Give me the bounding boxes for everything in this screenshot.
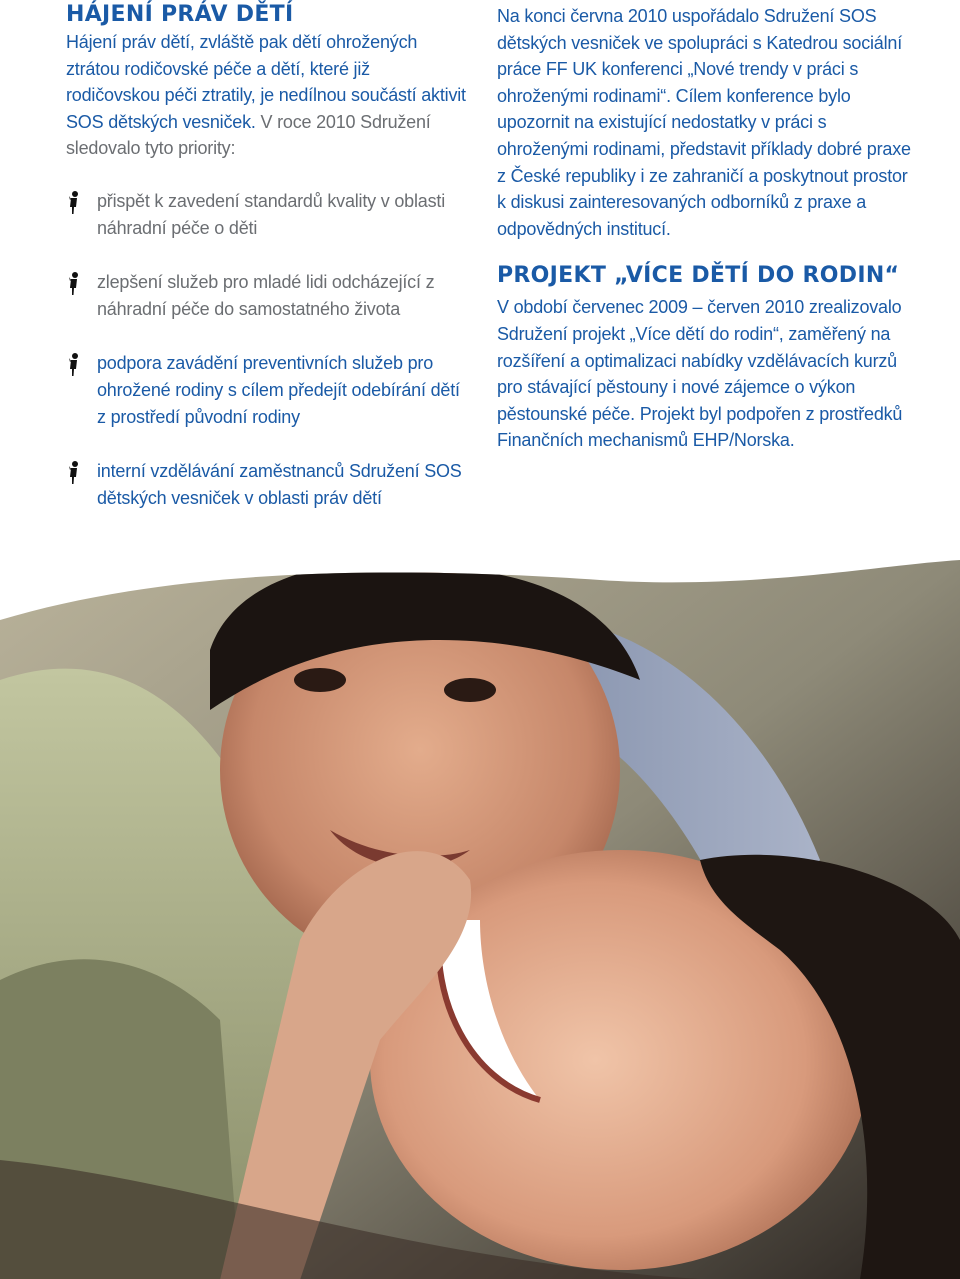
left-column [66, 0, 466, 539]
intro-paragraph [66, 29, 466, 162]
list-item [66, 188, 466, 241]
list-item [66, 458, 466, 511]
child-figure-icon [66, 271, 80, 299]
intro-text-gray: V roce 2010 Sdružení sledovalo tyto priority: [66, 111, 431, 159]
bullet-text: přispět k zavedení standardů kvality v oblasti náhradní péče o děti [97, 190, 445, 238]
bullet-text: podpora zavádění preventivních služeb pro ohrožené rodiny s cílem předejít odebírání dětí z prostředí původní rodiny [97, 353, 460, 427]
heading-child-rights: HÁJENÍ PRÁV DĚTÍ [66, 2, 294, 27]
child-figure-icon [66, 460, 80, 488]
list-item [66, 269, 466, 322]
intro-text-blue: Hájení práv dětí, zvláště pak dětí ohrožených ztrátou rodičovské péče a dětí, které již rodičovskou péči ztratily, je nedílnou součástí aktivit SOS dětských vesniček. [66, 32, 466, 132]
heading-project: PROJEKT „VÍCE DĚTÍ DO RODIN“ [497, 263, 900, 289]
right-column [497, 0, 917, 454]
project-paragraph: V období červenec 2009 – červen 2010 zrealizovalo Sdružení projekt „Více dětí do rodin“, zaměřený na rozšíření a optimalizaci nabídky vzdělávacích kurzů pro stávající pěstouny i nové zájemce o výkon pěstounské péče. Projekt byl podpořen z prostředků Finančních mechanismů EHP/Norska. [497, 297, 903, 451]
conference-paragraph: Na konci června 2010 uspořádalo Sdružení SOS dětských vesniček ve spolupráci s Katedrou sociální práce FF UK konferenci „Nové trendy v práci s ohroženými rodinami“. Cílem konference bylo upozornit na existující nedostatky v práci s ohroženými rodinami, představit příklady dobré praxe z České republiky i ze zahraničí a poskytnout prostor k diskusi zainteresovaných odborníků z praxe a odpovědných institucí. [497, 6, 911, 239]
two-smiling-boys-photo [0, 560, 960, 1279]
bullet-text: zlepšení služeb pro mladé lidi odcházející z náhradní péče do samostatného života [97, 272, 435, 319]
bullet-text: interní vzdělávání zaměstnanců Sdružení SOS dětských vesniček v oblasti práv dětí [97, 461, 462, 508]
child-figure-icon [66, 190, 80, 218]
child-figure-icon [66, 352, 80, 380]
priority-list [66, 188, 466, 511]
list-item [66, 350, 466, 430]
